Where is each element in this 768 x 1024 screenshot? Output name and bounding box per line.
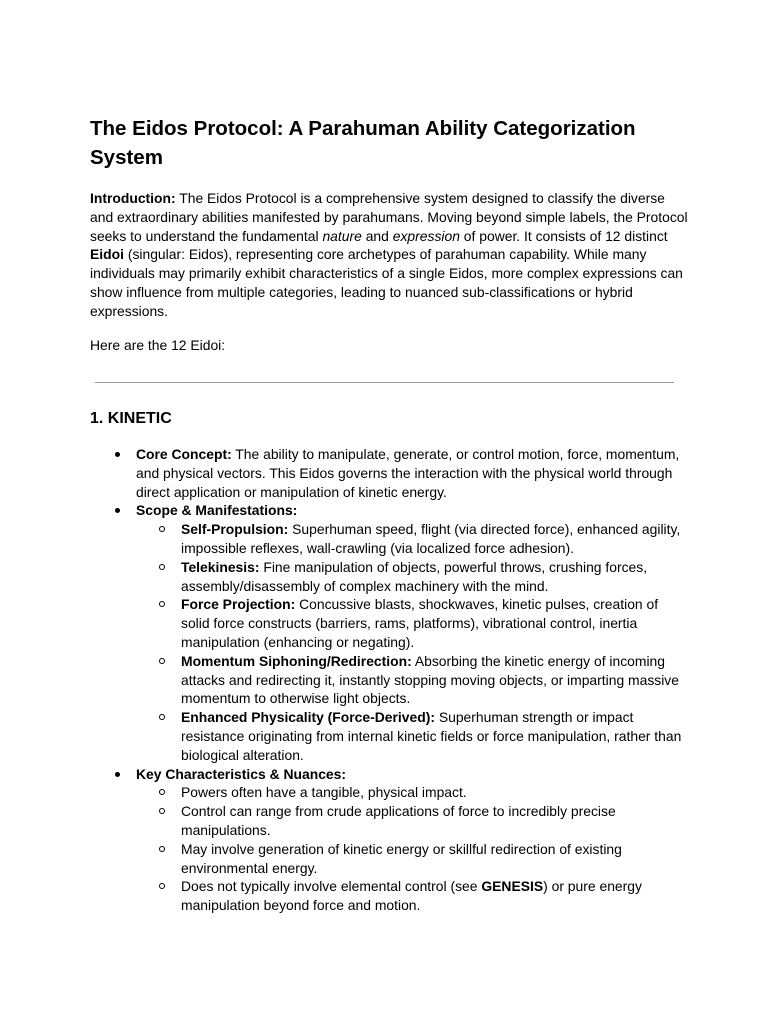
eidoi-lead-in: Here are the 12 Eidoi:: [90, 337, 226, 353]
sub-item-enhanced-physicality: [90, 708, 690, 764]
document-title: The Eidos Protocol: A Parahuman Ability Categorization System: [90, 117, 636, 169]
introduction-paragraph: [90, 189, 690, 321]
list-item-key-characteristics: [90, 765, 690, 784]
scope-label: Scope & Manifestations:: [136, 502, 298, 519]
sub-item-label: Force Projection:: [181, 596, 296, 613]
bullet-circle-icon: [159, 883, 165, 889]
bullet-dot-icon: [115, 508, 120, 513]
sub-item-text: Superhuman strength or impact resistance originating from internal kinetic fields or force manipulation, rather than biological alteration.: [181, 709, 682, 763]
intro-label: Introduction:: [90, 190, 176, 206]
sub-item-text: Superhuman speed, flight (via directed force), enhanced agility, impossible reflexes, wall-crawling (via localized force adhesion).: [181, 521, 681, 556]
core-concept-text: The ability to manipulate, generate, or control motion, force, momentum, and physical vectors. This Eidos governs the interaction with the physical world through direct application or manipulation of kinetic energy.: [136, 446, 680, 500]
sub-item-text: Fine manipulation of objects, powerful throws, crushing forces, assembly/disassembly of complex machinery with the mind.: [181, 558, 648, 594]
kinetic-bullet-list: [90, 445, 690, 915]
intro-text-4: (singular: Eidos), representing core archetypes of parahuman capability. While many individuals may primarily exhibit characteristics of a single Eidos, more complex expressions can show influence from multiple categories, leading to nuanced sub-classifications or hybrid expressions.: [90, 246, 683, 319]
bullet-circle-icon: [159, 601, 165, 607]
core-concept-label: Core Concept:: [136, 446, 232, 462]
intro-text-1: The Eidos Protocol is a comprehensive system designed to classify the diverse and extraordinary abilities manifested by parahumans. Moving beyond simple labels, the Protocol seeks to understand the fundamental: [90, 190, 688, 244]
bullet-circle-icon: [159, 846, 165, 852]
key-characteristics-label: Key Characteristics & Nuances:: [136, 765, 346, 782]
sub-item-characteristic: [90, 802, 690, 840]
bullet-dot-icon: [115, 772, 120, 777]
list-item-scope: [90, 501, 690, 520]
intro-bold-eidoi: Eidoi: [90, 246, 124, 263]
sub-item-text: Concussive blasts, shockwaves, kinetic pulses, creation of solid force constructs (barriers, rams, platforms), vibrational control, inertia manipulation (enhancing or negating).: [181, 596, 659, 650]
sub-item-telekinesis: [90, 558, 690, 596]
bullet-circle-icon: [159, 658, 165, 664]
intro-text-2: and: [361, 227, 393, 244]
intro-emphasis-expression: expression: [392, 227, 460, 244]
genesis-reference: GENESIS: [481, 878, 544, 895]
sub-item-text: Absorbing the kinetic energy of incoming attacks and redirecting it, instantly stopping moving objects, or imparting massive momentum to otherwise light objects.: [181, 652, 679, 707]
bullet-dot-icon: [115, 452, 120, 457]
section-heading-kinetic: 1. KINETIC: [90, 410, 172, 427]
sub-item-label: Momentum Siphoning/Redirection:: [181, 652, 412, 669]
bullet-circle-icon: [159, 789, 165, 795]
sub-item-label: Self-Propulsion:: [181, 521, 289, 538]
sub-item-characteristic: [90, 877, 690, 915]
bullet-circle-icon: [159, 808, 165, 814]
intro-text-3: of power. It consists of 12 distinct: [459, 227, 668, 244]
sub-item-text: Control can range from crude applications of force to incredibly precise manipulations.: [181, 803, 616, 838]
intro-emphasis-nature: nature: [322, 227, 362, 244]
horizontal-divider: [95, 382, 674, 383]
sub-item-text-pre: Does not typically involve elemental control (see: [181, 878, 482, 895]
sub-item-characteristic: [90, 783, 690, 802]
sub-item-text-post: ) or pure energy manipulation beyond force and motion.: [181, 878, 642, 914]
list-item-core-concept: [90, 445, 690, 501]
sub-item-label: Enhanced Physicality (Force-Derived):: [181, 709, 435, 726]
sub-item-momentum-siphoning: [90, 652, 690, 708]
bullet-circle-icon: [159, 714, 165, 720]
sub-item-self-propulsion: [90, 520, 690, 558]
bullet-circle-icon: [159, 564, 165, 570]
sub-item-force-projection: [90, 595, 690, 651]
sub-item-text: Powers often have a tangible, physical impact.: [181, 784, 467, 801]
sub-item-characteristic: [90, 840, 690, 878]
sub-item-label: Telekinesis:: [181, 558, 260, 575]
bullet-circle-icon: [159, 526, 165, 532]
sub-item-text: May involve generation of kinetic energy or skillful redirection of existing environmental energy.: [181, 840, 622, 876]
